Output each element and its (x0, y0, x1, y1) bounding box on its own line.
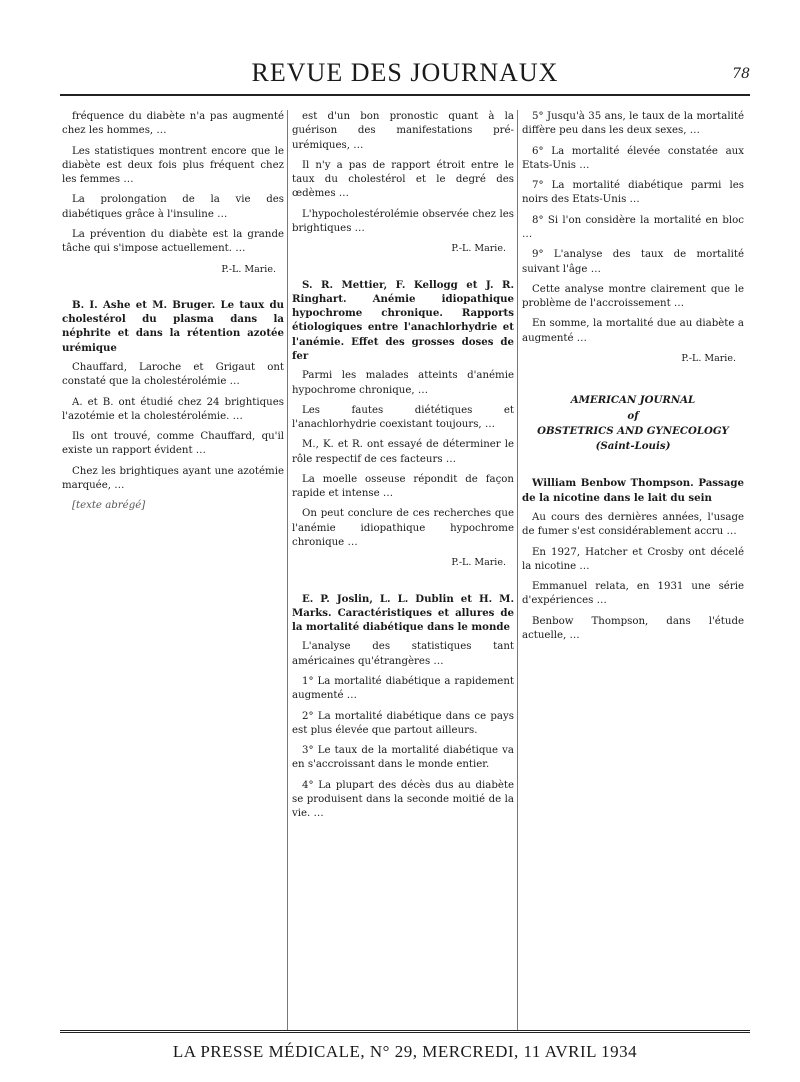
paragraph: En somme, la mortalité due au diabète a augmenté … (522, 318, 744, 344)
article-heading: E. P. Joslin, L. L. Dublin et H. M. Marks. Caractéristiques et allures de la mortalité diabétique dans le monde (292, 592, 514, 634)
paragraph: 5° Jusqu'à 35 ans, le taux de la mortalité diffère peu dans les deux sexes, … (522, 111, 744, 137)
paragraph: 7° La mortalité diabétique parmi les noirs des Etats-Unis … (522, 180, 744, 206)
header-rule (60, 94, 750, 96)
journal-name-line: OBSTETRICS AND GYNECOLOGY (537, 424, 729, 437)
journal-name-line: AMERICAN JOURNAL (570, 394, 696, 407)
paragraph: En 1927, Hatcher et Crosby ont décelé la nicotine … (522, 546, 744, 572)
paragraph: Au cours des dernières années, l'usage de fumer s'est considérablement accru … (522, 511, 744, 538)
paragraph: 2° La mortalité diabétique dans ce pays est plus élevée que partout ailleurs. (292, 710, 514, 736)
column-separator (287, 110, 288, 1030)
column-separator (517, 110, 518, 1030)
paragraph: Les statistiques montrent encore que le diabète est deux fois plus fréquent chez les femmes … (62, 145, 284, 186)
page-footer: LA PRESSE MÉDICALE, N° 29, MERCREDI, 11 AVRIL 1934 (172, 1042, 638, 1061)
paragraph: 1° La mortalité diabétique a rapidement augmenté … (292, 676, 514, 702)
paragraph: La prévention du diabète est la grande tâche qui s'impose actuellement. … (62, 228, 284, 255)
paragraph: Ils ont trouvé, comme Chauffard, qu'il existe un rapport évident … (62, 431, 284, 457)
paragraph: L'analyse des statistiques tant américaines qu'étrangères … (292, 641, 514, 667)
article-heading: B. I. Ashe et M. Bruger. Le taux du cholestérol du plasma dans la néphrite et dans la rétention azotée urémique (62, 298, 284, 354)
paragraph: fréquence du diabète n'a pas augmenté chez les hommes, … (62, 111, 284, 137)
journal-section-header (522, 393, 744, 454)
page-number: 78 (732, 66, 750, 82)
journal-title: REVUE DES JOURNAUX (251, 58, 559, 87)
paragraph: 4° La plupart des décès dus au diabète se produisent dans la seconde moitié de la vie. … (292, 779, 514, 820)
column-2 (292, 110, 514, 1030)
paragraph: M., K. et R. ont essayé de déterminer le rôle respectif de ces facteurs … (292, 439, 514, 465)
paragraph: Emmanuel relata, en 1931 une série d'expériences … (522, 581, 744, 607)
paragraph: 8° Si l'on considère la mortalité en bloc … (522, 214, 744, 240)
paragraph: La moelle osseuse répondit de façon rapide et intense … (292, 473, 514, 500)
paragraph: A. et B. ont étudié chez 24 brightiques l'azotémie et la cholestérolémie. … (62, 396, 284, 422)
author-signature: P.-L. Marie. (451, 557, 506, 569)
footer-rule (60, 1030, 750, 1033)
paragraph: On peut conclure de ces recherches que l'anémie idiopathique hypochrome chronique … (292, 508, 514, 549)
running-header (60, 42, 750, 94)
author-signature: P.-L. Marie. (681, 352, 736, 364)
paragraph: 9° L'analyse des taux de mortalité suivant l'âge … (522, 249, 744, 275)
journal-city: (Saint-Louis) (595, 440, 671, 453)
paragraph: Benbow Thompson, dans l'étude actuelle, … (522, 615, 744, 641)
paragraph: Chauffard, Laroche et Grigaut ont constaté que la cholestérolémie … (62, 361, 284, 388)
paragraph: L'hypocholestérolémie observée chez les brightiques … (292, 208, 514, 234)
paragraph: La prolongation de la vie des diabétiques grâce à l'insuline … (62, 194, 284, 220)
paragraph: 6° La mortalité élevée constatée aux Etats-Unis … (522, 145, 744, 171)
column-1 (62, 110, 284, 1030)
article-heading: William Benbow Thompson. Passage de la nicotine dans le lait du sein (522, 477, 744, 504)
journal-name-line: of (627, 409, 639, 422)
paragraph: Les fautes diététiques et l'anachlorhydrie coexistant toujours, … (292, 404, 514, 431)
truncation-note: [texte abrégé] (72, 500, 146, 512)
paragraph: est d'un bon pronostic quant à la guérison des manifestations pré-urémiques, … (292, 111, 514, 151)
paragraph: 3° Le taux de la mortalité diabétique va en s'accroissant dans le monde entier. (292, 745, 514, 771)
paragraph: Chez les brightiques ayant une azotémie marquée, … (62, 465, 284, 491)
author-signature: P.-L. Marie. (451, 243, 506, 255)
paragraph: Parmi les malades atteints d'anémie hypochrome chronique, … (292, 370, 514, 396)
column-3 (522, 110, 744, 1030)
paragraph: Cette analyse montre clairement que le problème de l'accroissement … (522, 283, 744, 310)
author-signature: P.-L. Marie. (221, 263, 276, 275)
paragraph: Il n'y a pas de rapport étroit entre le taux du cholestérol et le degré des œdèmes … (292, 159, 514, 200)
article-heading: S. R. Mettier, F. Kellogg et J. R. Ringhart. Anémie idiopathique hypochrome chronique. Rapports étiologiques entre l'anachlorhydrie et l'anémie. Effet des grosses doses de fer (292, 278, 514, 362)
